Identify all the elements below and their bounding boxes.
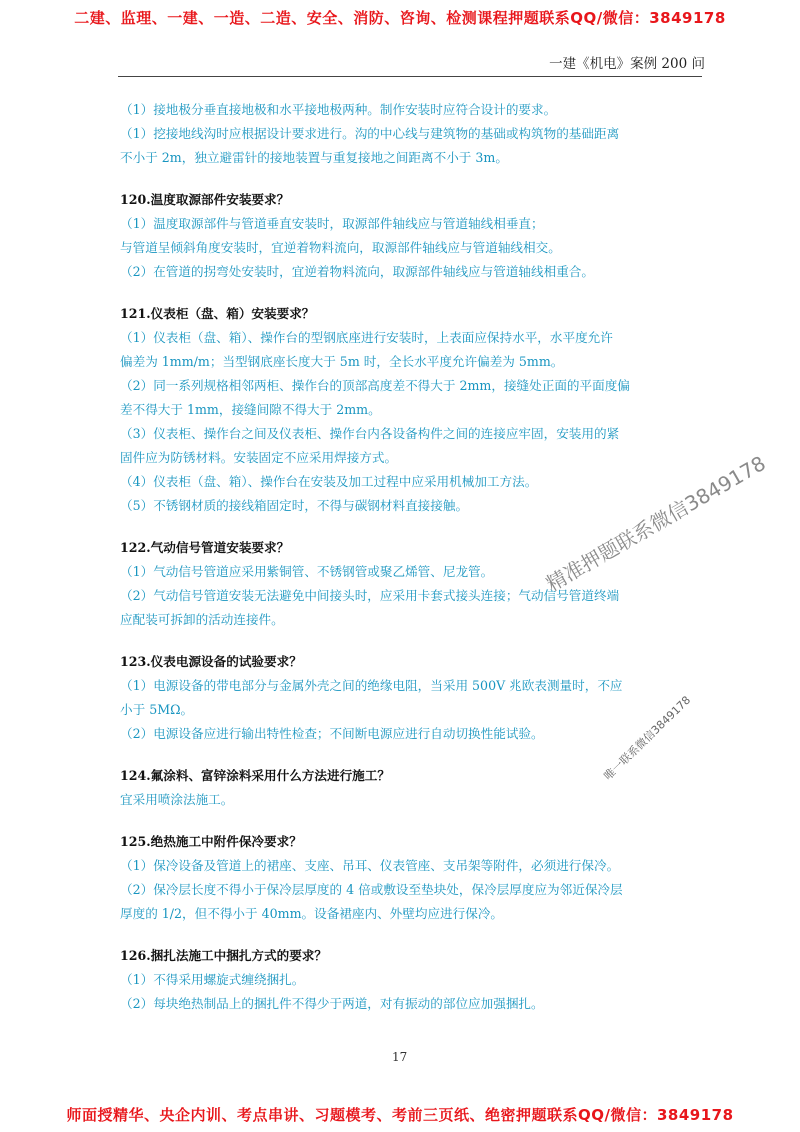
answer-line: 差不得大于 1mm，接缝间隙不得大于 2mm。 (120, 402, 381, 417)
answer-line: （1）保冷设备及管道上的裙座、支座、吊耳、仪表管座、支吊架等附件，必须进行保冷。 (120, 858, 620, 873)
qa-section (120, 830, 700, 926)
answer-line: 宜采用喷涂法施工。 (120, 792, 234, 807)
watermark-text: 精准押题联系微信3849178 (542, 450, 770, 597)
qa-section (120, 188, 700, 284)
answer-line: （4）仪表柜（盘、箱）、操作台在安装及加工过程中应采用机械加工方法。 (120, 474, 538, 489)
answer-line: （2）气动信号管道安装无法避免中间接头时，应采用卡套式接头连接；气动信号管道终端 (120, 588, 620, 603)
answer-line: 与管道呈倾斜角度安装时，宜逆着物料流向，取源部件轴线应与管道轴线相交。 (120, 240, 561, 255)
answer-line: （1）电源设备的带电部分与金属外壳之间的绝缘电阻，当采用 500V 兆欧表测量时，不应 (120, 678, 623, 693)
answer-line: （1）接地极分垂直接地极和水平接地极两种。制作安装时应符合设计的要求。 (120, 102, 557, 117)
answer-line: （1）不得采用螺旋式缠绕捆扎。 (120, 972, 305, 987)
question-heading: 124.氟涂料、富锌涂料采用什么方法进行施工？ (120, 768, 390, 783)
promo-banner-bottom: 师面授精华、央企内训、考点串讲、习题模考、考前三页纸、绝密押题联系QQ/微信：3849178 (66, 1106, 734, 1124)
qa-section (120, 650, 700, 746)
qa-section (120, 302, 700, 518)
answer-line: （2）电源设备应进行输出特性检查；不间断电源应进行自动切换性能试验。 (120, 726, 544, 741)
question-heading: 126.捆扎法施工中捆扎方式的要求？ (120, 948, 327, 963)
question-heading: 122.气动信号管道安装要求？ (120, 540, 290, 555)
answer-line: （2）同一系列规格相邻两柜、操作台的顶部高度差不得大于 2mm，接缝处正面的平面度偏 (120, 378, 630, 393)
running-head: 一建《机电》案例 200 问 (549, 56, 705, 72)
answer-line: 应配装可拆卸的活动连接件。 (120, 612, 284, 627)
question-heading: 123.仪表电源设备的试验要求？ (120, 654, 302, 669)
answer-line: （1）仪表柜（盘、箱）、操作台的型钢底座进行安装时，上表面应保持水平，水平度允许 (120, 330, 613, 345)
qa-section (120, 98, 700, 170)
answer-line: 厚度的 1/2，但不得小于 40mm。设备裙座内、外壁均应进行保冷。 (120, 906, 504, 921)
answer-line: （2）保冷层长度不得小于保冷层厚度的 4 倍或敷设至垫块处，保冷层厚度应为邻近保冷层 (120, 882, 623, 897)
page-number: 17 (392, 1050, 408, 1064)
qa-section (120, 944, 700, 1016)
answer-line: 偏差为 1mm/m；当型钢底座长度大于 5m 时，全长水平度允许偏差为 5mm。 (120, 354, 564, 369)
answer-line: （1）气动信号管道应采用紫铜管、不锈钢管或聚乙烯管、尼龙管。 (120, 564, 494, 579)
answer-line: （1）挖接地线沟时应根据设计要求进行。沟的中心线与建筑物的基础或构筑物的基础距离 (120, 126, 620, 141)
question-heading: 125.绝热施工中附件保冷要求？ (120, 834, 302, 849)
answer-line: （2）每块绝热制品上的捆扎件不得少于两道，对有振动的部位应加强捆扎。 (120, 996, 544, 1011)
watermark-text-small: 唯一联系微信3849178 (601, 693, 694, 783)
promo-banner-top: 二建、监理、一建、一造、二造、安全、消防、咨询、检测课程押题联系QQ/微信：3849178 (74, 9, 726, 27)
header-rule (118, 76, 702, 77)
answer-line: （2）在管道的拐弯处安装时，宜逆着物料流向，取源部件轴线应与管道轴线相重合。 (120, 264, 594, 279)
answer-line: 不小于 2m，独立避雷针的接地装置与重复接地之间距离不小于 3m。 (120, 150, 508, 165)
answer-line: （3）仪表柜、操作台之间及仪表柜、操作台内各设备构件之间的连接应牢固，安装用的紧 (120, 426, 620, 441)
answer-line: 小于 5MΩ。 (120, 702, 194, 717)
answer-line: （5）不锈钢材质的接线箱固定时，不得与碳钢材料直接接触。 (120, 498, 469, 513)
answer-line: 固件应为防锈材料。安装固定不应采用焊接方式。 (120, 450, 398, 465)
question-heading: 121.仪表柜（盘、箱）安装要求？ (120, 306, 315, 321)
question-heading: 120.温度取源部件安装要求？ (120, 192, 290, 207)
answer-line: （1）温度取源部件与管道垂直安装时，取源部件轴线应与管道轴线相垂直； (120, 216, 544, 231)
